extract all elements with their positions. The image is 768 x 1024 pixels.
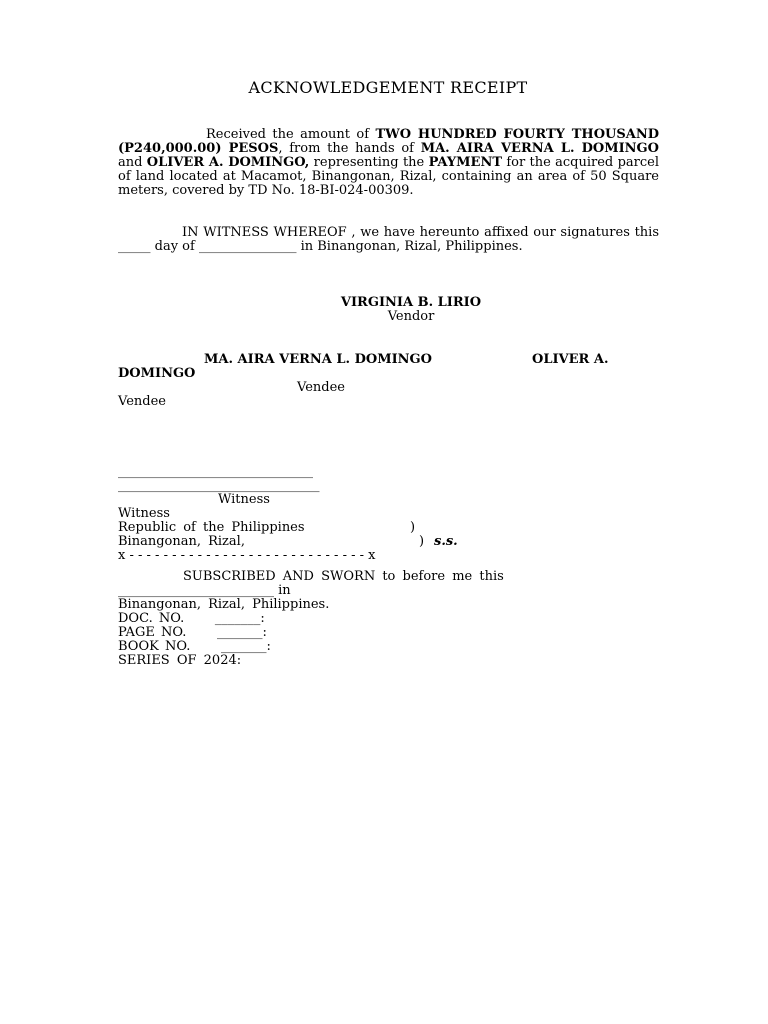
ss-label: s.s.: [434, 534, 458, 549]
vendee-signatory-2-part1: OLIVER A.: [532, 352, 609, 367]
document-title: ACKNOWLEDGEMENT RECEIPT: [248, 78, 528, 97]
payment-label: PAYMENT: [428, 155, 502, 170]
jurat-line-2: ________________________ in: [118, 583, 291, 598]
witness-signature-line-1: ______________________________: [118, 464, 313, 479]
receipt-text-4: representing the: [309, 155, 429, 170]
witness-paragraph: [118, 226, 659, 254]
series-line: SERIES OF 2024:: [118, 653, 242, 668]
page-no: PAGE NO. _______:: [118, 625, 267, 640]
city-line: Binangonan, Rizal,: [118, 534, 245, 549]
amount-in-words: TWO HUNDRED FOURTY THOUSAND (P240,000.00) PESOS: [118, 127, 659, 156]
witness-paragraph-text: IN WITNESS WHEREOF , we have hereunto affixed our signatures this _____ day of _______________ in Binangonan, Rizal, Philippines.: [118, 225, 659, 254]
receipt-text-1: Received the amount of: [206, 127, 376, 142]
vendee-role-1: Vendee: [297, 380, 345, 395]
receipt-text-2: , from the hands of: [278, 141, 421, 156]
vendor-name: VIRGINIA B. LIRIO: [340, 295, 482, 310]
jurat-line-1: SUBSCRIBED AND SWORN to before me this: [183, 569, 504, 584]
paren-1: ): [410, 520, 416, 535]
country-line: Republic of the Philippines: [118, 520, 305, 535]
jurat-line-3: Binangonan, Rizal, Philippines.: [118, 597, 330, 612]
receipt-text-3: and: [118, 155, 147, 170]
paren-2: ): [419, 534, 425, 549]
witness-label-2: Witness: [118, 506, 170, 521]
jurisdiction-divider: x - - - - - - - - - - - - - - - - - - - - - - - - - - - - x: [118, 548, 376, 563]
witness-label-1: Witness: [218, 492, 270, 507]
vendee-signatory-2-part2: DOMINGO: [118, 366, 196, 381]
vendee-name-1: MA. AIRA VERNA L. DOMINGO: [420, 141, 659, 156]
vendee-name-2: OLIVER A. DOMINGO,: [146, 155, 310, 170]
vendor-role: Vendor: [387, 309, 435, 324]
vendee-role-2: Vendee: [118, 394, 166, 409]
receipt-paragraph: [118, 128, 659, 198]
vendee-signatory-1: MA. AIRA VERNA L. DOMINGO: [204, 352, 432, 367]
doc-no: DOC. NO. _______:: [118, 611, 265, 626]
witness-signature-line-2: _______________________________: [118, 478, 320, 493]
receipt-text-5: for the acquired parcel of land located at Macamot, Binangonan, Rizal, containing an area of 50 Square meters, covered by TD No. 18-BI-024-00309.: [118, 155, 660, 198]
book-no: BOOK NO. _______:: [118, 639, 271, 654]
